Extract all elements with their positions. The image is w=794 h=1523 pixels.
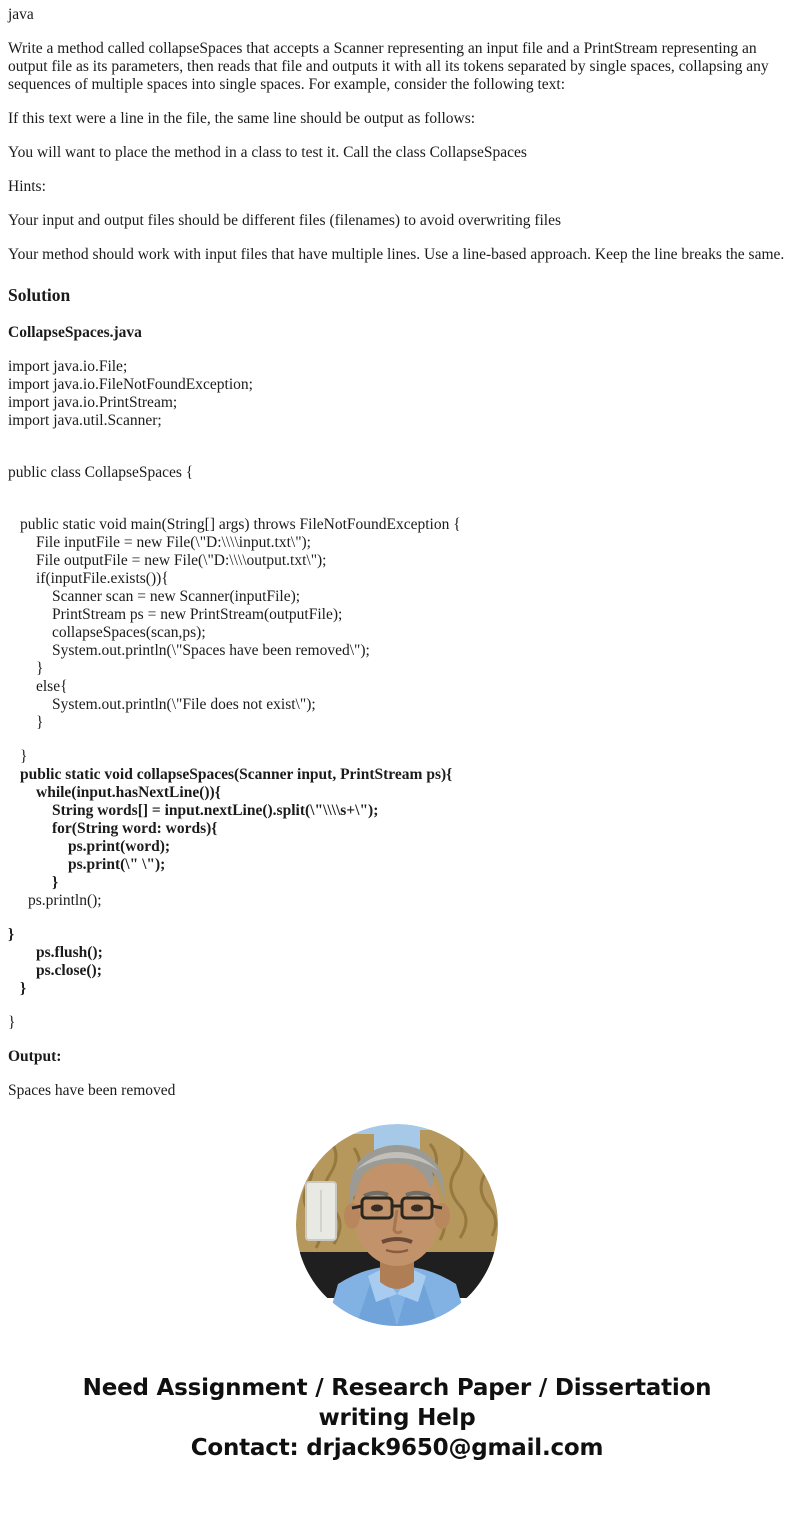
avatar [296, 1124, 498, 1326]
paragraph: Your method should work with input files that have multiple lines. Use a line-based approach. Keep the line breaks the same. [8, 246, 785, 263]
code-line: import java.io.File; [8, 358, 128, 375]
code-line: import java.io.PrintStream; [8, 394, 178, 411]
code-line: } [8, 1014, 16, 1031]
code-line: ps.print(\" \"); [68, 856, 166, 873]
paragraph: You will want to place the method in a class to test it. Call the class CollapseSpaces [8, 144, 527, 161]
code-line: import java.io.FileNotFoundException; [8, 376, 253, 393]
code-line: public class CollapseSpaces { [8, 464, 194, 481]
footer-line: Need Assignment / Research Paper / Dissertation [82, 1375, 712, 1401]
paragraph: If this text were a line in the file, the same line should be output as follows: [8, 110, 476, 127]
code-line: while(input.hasNextLine()){ [36, 784, 221, 801]
code-line: if(inputFile.exists()){ [36, 570, 169, 587]
solution-heading: Solution [8, 285, 71, 305]
code-line: File inputFile = new File(\"D:\\\\input.txt\"); [36, 534, 311, 551]
code-line: Scanner scan = new Scanner(inputFile); [52, 588, 301, 605]
code-line: } [20, 980, 27, 997]
footer-line: Contact: drjack9650@gmail.com [190, 1435, 604, 1461]
code-line: else{ [36, 678, 68, 695]
instructor-photo-illustration [296, 1124, 498, 1326]
code-line: } [52, 874, 59, 891]
output-heading: Output: [8, 1048, 62, 1065]
code-line: ps.println(); [28, 892, 102, 909]
code-line: ps.close(); [36, 962, 102, 979]
output-text: Spaces have been removed [8, 1082, 176, 1099]
code-line: } [36, 660, 44, 677]
paragraph: Your input and output files should be different files (filenames) to avoid overwriting files [8, 212, 562, 229]
code-block [8, 358, 786, 1032]
intro-paragraphs [8, 40, 786, 264]
code-line: public static void main(String[] args) throws FileNotFoundException { [20, 516, 461, 533]
code-line: String words[] = input.nextLine().split(\"\\\\s+\"); [52, 802, 379, 819]
code-line: } [36, 714, 44, 731]
paragraph: Write a method called collapseSpaces that accepts a Scanner representing an input file and a PrintStream representing an output file as its parameters, then reads that file and outputs it with all its tokens separated by single spaces, collapsing any sequences of multiple spaces into single spaces. For example, consider the following text: [8, 40, 769, 93]
code-line: ps.flush(); [36, 944, 103, 961]
language-label: java [8, 6, 34, 23]
code-line: PrintStream ps = new PrintStream(outputFile); [52, 606, 343, 623]
paragraph: Hints: [8, 178, 46, 195]
file-name-heading: CollapseSpaces.java [8, 324, 142, 341]
code-line: } [20, 748, 28, 765]
footer-line: writing Help [318, 1405, 476, 1431]
avatar-container [8, 1124, 786, 1326]
code-line: ps.print(word); [68, 838, 171, 855]
code-line: import java.util.Scanner; [8, 412, 162, 429]
code-line: System.out.println(\"File does not exist\"); [52, 696, 316, 713]
code-line: for(String word: words){ [52, 820, 218, 837]
code-line: File outputFile = new File(\"D:\\\\output.txt\"); [36, 552, 327, 569]
code-line: public static void collapseSpaces(Scanner input, PrintStream ps){ [20, 766, 453, 783]
code-line: System.out.println(\"Spaces have been removed\"); [52, 642, 370, 659]
code-line: collapseSpaces(scan,ps); [52, 624, 206, 641]
code-line: } [8, 926, 15, 943]
footer-banner [8, 1373, 786, 1463]
